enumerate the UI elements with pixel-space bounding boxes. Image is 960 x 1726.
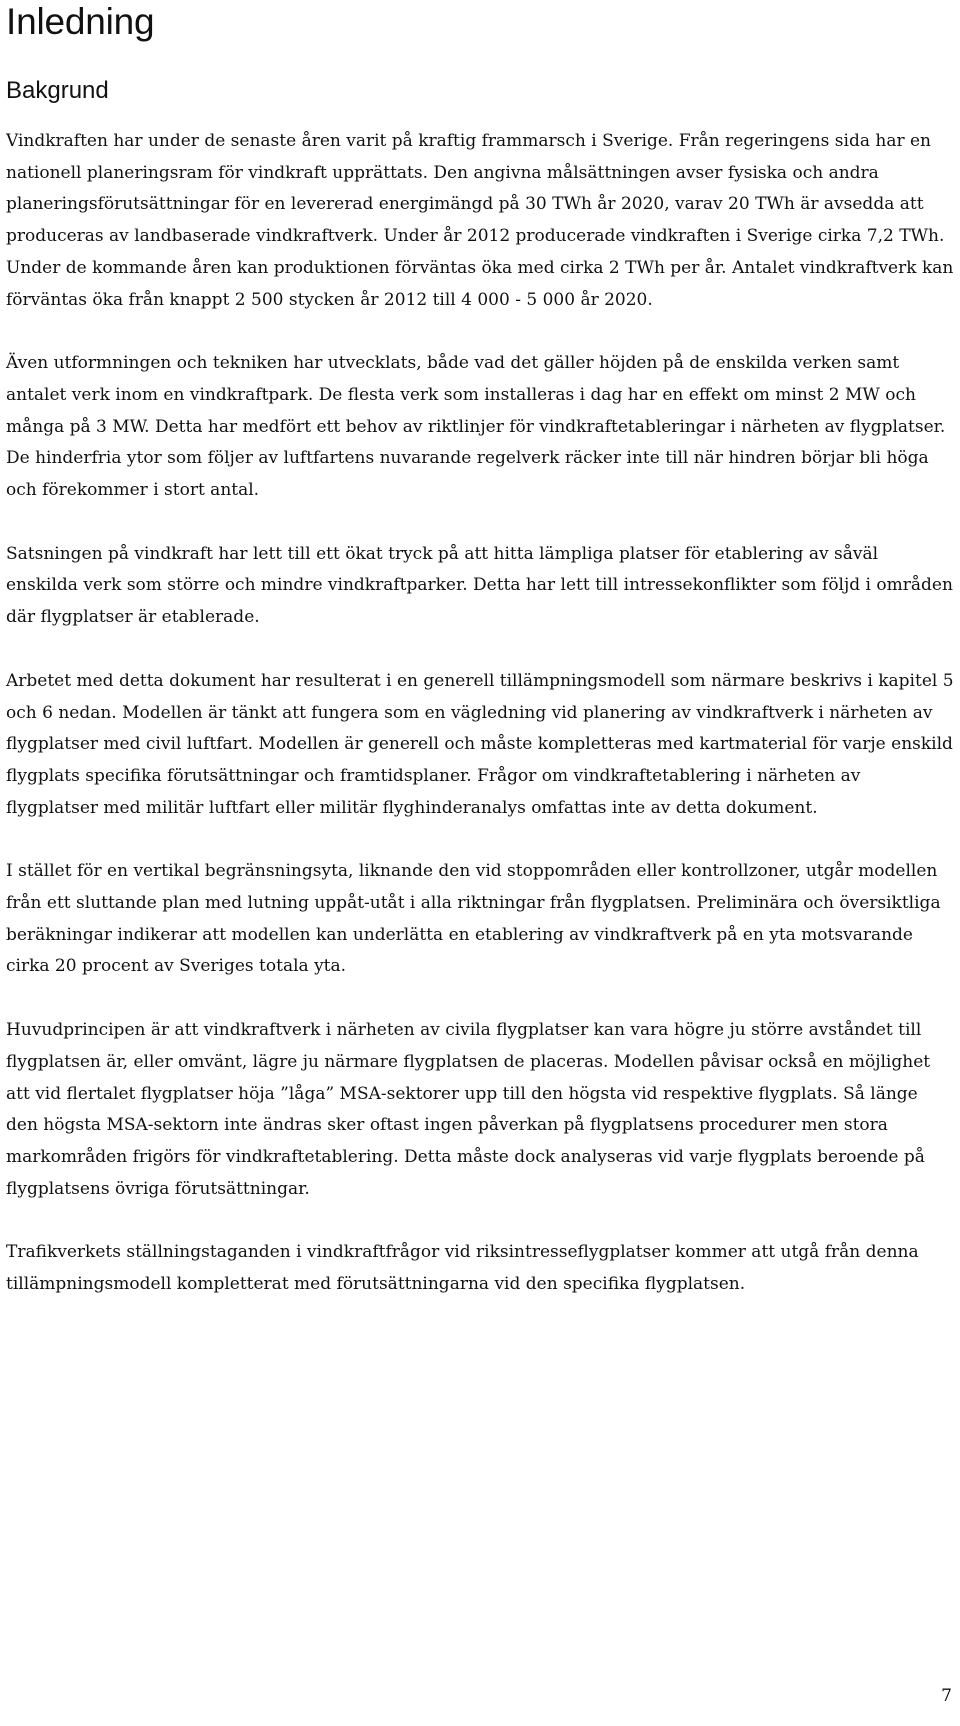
paragraph-4: Arbetet med detta dokument har resulterat i en generell tillämpningsmodell som närmare beskrivs i kapitel 5 och 6 nedan. Modellen är tänkt att fungera som en vägledning vid planering av vindkraftverk i närheten av flygplatser med civil luftfart. Modellen är generell och måste kompletteras med kartmaterial för varje enskild flygplats specifika förutsättningar och framtidsplaner. Frågor om vindkraftetablering i närheten av flygplatser med militär luftfart eller militär flyghinderanalys omfattas inte av detta dokument.	[6, 670, 954, 818]
paragraph-5: I stället för en vertikal begränsningsyta, liknande den vid stoppområden eller kontrollzoner, utgår modellen från ett sluttande plan med lutning uppåt-utåt i alla riktningar från flygplatsen. Preliminära och översiktliga beräkningar indikerar att modellen kan underlätta en etablering av vindkraftverk på en yta motsvarande cirka 20 procent av Sveriges totala yta.	[6, 861, 941, 977]
page-title: Inledning	[6, 1, 155, 42]
body-text	[6, 126, 954, 1333]
paragraph-2: Även utformningen och tekniken har utvecklats, både vad det gäller höjden på de enskilda verken samt antalet verk inom en vindkraftpark. De flesta verk som installeras i dag har en effekt om minst 2 MW och många på 3 MW. Detta har medfört ett behov av riktlinjer för vindkraftetableringar i närheten av flygplatser. De hinderfria ytor som följer av luftfartens nuvarande regelverk räcker inte till när hindren börjar bli höga och förekommer i stort antal.	[6, 353, 946, 501]
paragraph-3: Satsningen på vindkraft har lett till ett ökat tryck på att hitta lämpliga platser för etablering av såväl enskilda verk som större och mindre vindkraftparker. Detta har lett till intressekonflikter som följd i områden där flygplatser är etablerade.	[6, 543, 953, 628]
page-number: 7	[941, 1686, 952, 1706]
paragraph-7: Trafikverkets ställningstaganden i vindkraftfrågor vid riksintresseflygplatser kommer att utgå från denna tillämpningsmodell kompletterat med förutsättningarna vid den specifika flygplatsen.	[6, 1242, 919, 1295]
paragraph-6: Huvudprincipen är att vindkraftverk i närheten av civila flygplatser kan vara högre ju större avståndet till flygplatsen är, eller omvänt, lägre ju närmare flygplatsen de placeras. Modellen påvisar också en möjlighet att vid flertalet flygplatser höja ”låga” MSA-sektorer upp till den högsta vid respektive flygplats. Så länge den högsta MSA-sektorn inte ändras sker oftast ingen påverkan på flygplatsens procedurer men stora markområden frigörs för vindkraftetablering. Detta måste dock analyseras vid varje flygplats beroende på flygplatsens övriga förutsättningar.	[6, 1020, 931, 1199]
paragraph-1: Vindkraften har under de senaste åren varit på kraftig frammarsch i Sverige. Från regeringens sida har en nationell planeringsram för vindkraft upprättats. Den angivna målsättningen avser fysiska och andra planeringsförutsättningar för en levererad energimängd på 30 TWh år 2020, varav 20 TWh är avsedda att produceras av landbaserade vindkraftverk. Under år 2012 producerade vindkraften i Sverige cirka 7,2 TWh. Under de kommande åren kan produktionen förväntas öka med cirka 2 TWh per år. Antalet vindkraftverk kan förväntas öka från knappt 2 500 stycken år 2012 till 4 000 - 5 000 år 2020.	[6, 131, 954, 310]
section-heading: Bakgrund	[6, 77, 109, 104]
